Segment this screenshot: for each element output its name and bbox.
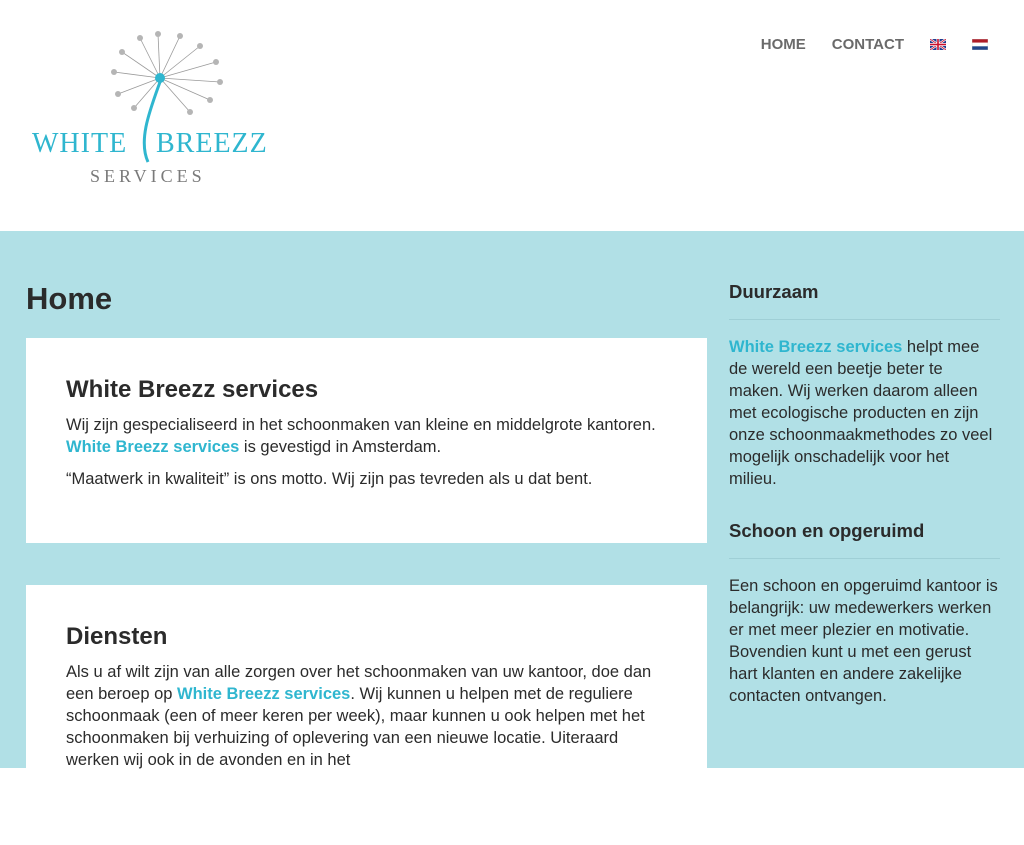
sidebar-text-duurzaam xyxy=(729,336,1000,490)
nav-contact-link[interactable]: CONTACT xyxy=(831,36,904,53)
sidebar-duurzaam-body: helpt mee de wereld een beetje beter te maken. Wij werken daarom alleen met ecologische producten en zijn onze schoonmaakmethodes zo veel mogelijk onschadelijk voor het milieu. xyxy=(729,338,993,488)
sidebar-brand-link[interactable]: White Breezz services xyxy=(729,338,903,356)
intro-text-after: is gevestigd in Amsterdam. xyxy=(239,438,442,456)
main-nav xyxy=(735,36,988,53)
intro-brand-link[interactable]: White Breezz services xyxy=(66,438,240,456)
services-card xyxy=(26,585,707,845)
services-text-before: Als u af wilt zijn van alle zorgen over het schoonmaken van uw kantoor, doe dan een beroep op xyxy=(66,663,652,703)
logo-text-white: WHITE xyxy=(32,128,128,159)
sidebar xyxy=(729,281,1000,737)
intro-paragraph xyxy=(66,414,667,458)
site-header xyxy=(0,0,1024,231)
services-heading: Diensten xyxy=(66,623,168,650)
sidebar-text-schoon: Een schoon en opgeruimd kantoor is belangrijk: uw medewerkers werken er met meer plezier en motivatie. Bovendien kunt u met een gerust hart klanten en andere zakelijke contacten ontvangen. xyxy=(729,577,998,705)
services-paragraph xyxy=(66,661,667,771)
services-text-after: . Wij kunnen u helpen met de reguliere schoonmaak (een of meer keren per week), maar kunnen u ook helpen met het schoonmaken bij verhuizing of oplevering van een nieuwe locatie. Uiteraard werken wij ook in de avonden en in het xyxy=(66,685,645,769)
intro-heading: White Breezz services xyxy=(66,376,319,403)
motto-paragraph: “Maatwerk in kwaliteit” is ons motto. Wij zijn pas tevreden als u dat bent. xyxy=(66,470,593,488)
sidebar-title-schoon: Schoon en opgeruimd xyxy=(729,520,1000,559)
intro-card xyxy=(26,338,707,543)
page-title: Home xyxy=(26,281,113,316)
logo-text-services: SERVICES xyxy=(90,166,206,186)
intro-text-before: Wij zijn gespecialiseerd in het schoonmaken van kleine en middelgrote kantoren. xyxy=(66,416,656,434)
logo-text-breezz: BREEZZ xyxy=(156,128,268,159)
english-flag-icon[interactable] xyxy=(930,39,946,50)
main-content xyxy=(0,231,1024,768)
dutch-flag-icon[interactable] xyxy=(972,39,988,50)
services-brand-link[interactable]: White Breezz services xyxy=(177,685,351,703)
site-logo[interactable] xyxy=(30,30,268,190)
nav-home-link[interactable]: HOME xyxy=(760,36,806,53)
sidebar-title-duurzaam: Duurzaam xyxy=(729,281,1000,320)
